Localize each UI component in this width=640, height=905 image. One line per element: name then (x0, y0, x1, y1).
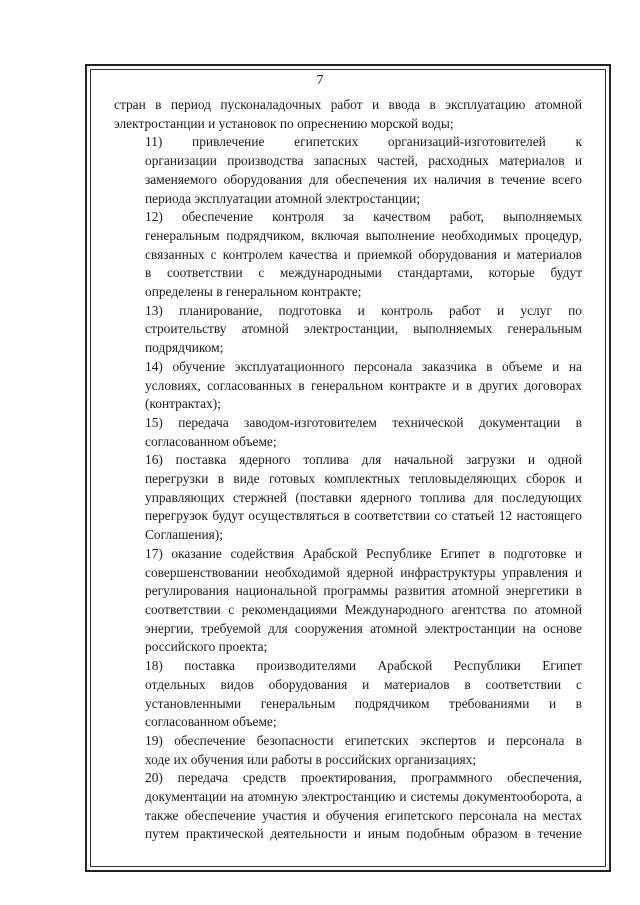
text-line: условиях, согласованных в генеральном контракте и в других договорах (145, 377, 582, 393)
text-line: также обеспечение участия и обучения египетского персонала на местах (145, 807, 582, 823)
text-line: согласованном объеме; (145, 433, 277, 449)
text-line: Соглашения); (145, 527, 223, 543)
text-line: заменяемого оборудования для обеспечения их наличия в течение всего (145, 171, 582, 187)
text-line: (контрактах); (145, 396, 221, 412)
text-line: строительству атомной электростанции, выполняемых генеральным (145, 321, 582, 337)
text-line: 17) оказание содействия Арабской Республике Египет в подготовке и (145, 545, 582, 561)
paragraph (114, 769, 582, 844)
paragraph (114, 133, 582, 208)
text-line: 12) обеспечение контроля за качеством работ, выполняемых (145, 209, 582, 225)
text-line: российского проекта; (145, 639, 268, 655)
text-line: согласованном объеме; (145, 714, 277, 730)
text-line: соответствии с рекомендациями Международного агентства по атомной (145, 601, 582, 617)
text-line: регулирования национальной программы развития атомной энергетики в (145, 583, 582, 599)
text-line: определены в генеральном контракте; (145, 284, 362, 300)
document-body (114, 96, 582, 844)
text-line: генеральным подрядчиком, включая выполнение необходимых процедур, (145, 227, 582, 243)
text-line: 15) передача заводом-изготовителем технической документации в (145, 414, 582, 430)
text-line: электростанции и установок по опреснению морской воды; (114, 115, 454, 131)
text-line: организации производства запасных частей, расходных материалов и (145, 153, 582, 169)
paragraph (114, 358, 582, 414)
text-line: 11) привлечение египетских организаций-изготовителей к (145, 134, 582, 150)
text-line: в соответствии с международными стандартами, которые будут (145, 265, 582, 281)
paragraph (114, 302, 582, 358)
text-line: 19) обеспечение безопасности египетских экспертов и персонала в (145, 732, 582, 748)
page-number: 7 (316, 73, 324, 88)
text-line: управляющих стержней (поставки ядерного топлива для последующих (145, 489, 582, 505)
text-line: подрядчиком; (145, 340, 224, 356)
text-line: совершенствовании необходимой ядерной инфраструктуры управления и (145, 564, 582, 580)
text-line: энергии, требуемой для сооружения атомной электростанции на основе (145, 620, 582, 636)
text-line: перегрузок будут осуществляться в соответствии со статьей 12 настоящего (145, 508, 582, 524)
paragraph (114, 545, 582, 657)
text-line: периода эксплуатации атомной электростанции; (145, 190, 421, 206)
text-line: путем практической деятельности и иным подобным образом в течение (145, 826, 582, 842)
text-line: 18) поставка производителями Арабской Республики Египет (145, 658, 582, 674)
text-line: ходе их обучения или работы в российских организациях; (145, 751, 477, 767)
text-line: документации на атомную электростанцию и системы документооборота, а (145, 789, 582, 805)
text-line: отдельных видов оборудования и материалов в соответствии с (145, 676, 582, 692)
text-line: 14) обучение эксплуатационного персонала заказчика в объеме и на (145, 358, 582, 374)
text-line: 20) передача средств проектирования, программного обеспечения, (145, 770, 582, 786)
text-line: установленными генеральным подрядчиком требованиями и в (145, 695, 582, 711)
paragraph (114, 208, 582, 302)
paragraph (114, 451, 582, 545)
text-line: 13) планирование, подготовка и контроль работ и услуг по (145, 302, 582, 318)
text-line: перегрузки в виде готовых комплектных тепловыделяющих сборок и (145, 471, 582, 487)
text-line: связанных с контролем качества и приемкой оборудования и материалов (145, 246, 582, 262)
paragraph (114, 732, 582, 769)
paragraph (114, 96, 582, 133)
text-line: стран в период пусконаладочных работ и ввода в эксплуатацию атомной (114, 97, 582, 112)
paragraph (114, 414, 582, 451)
paragraph (114, 657, 582, 732)
text-line: 16) поставка ядерного топлива для начальной загрузки и одной (145, 452, 582, 468)
